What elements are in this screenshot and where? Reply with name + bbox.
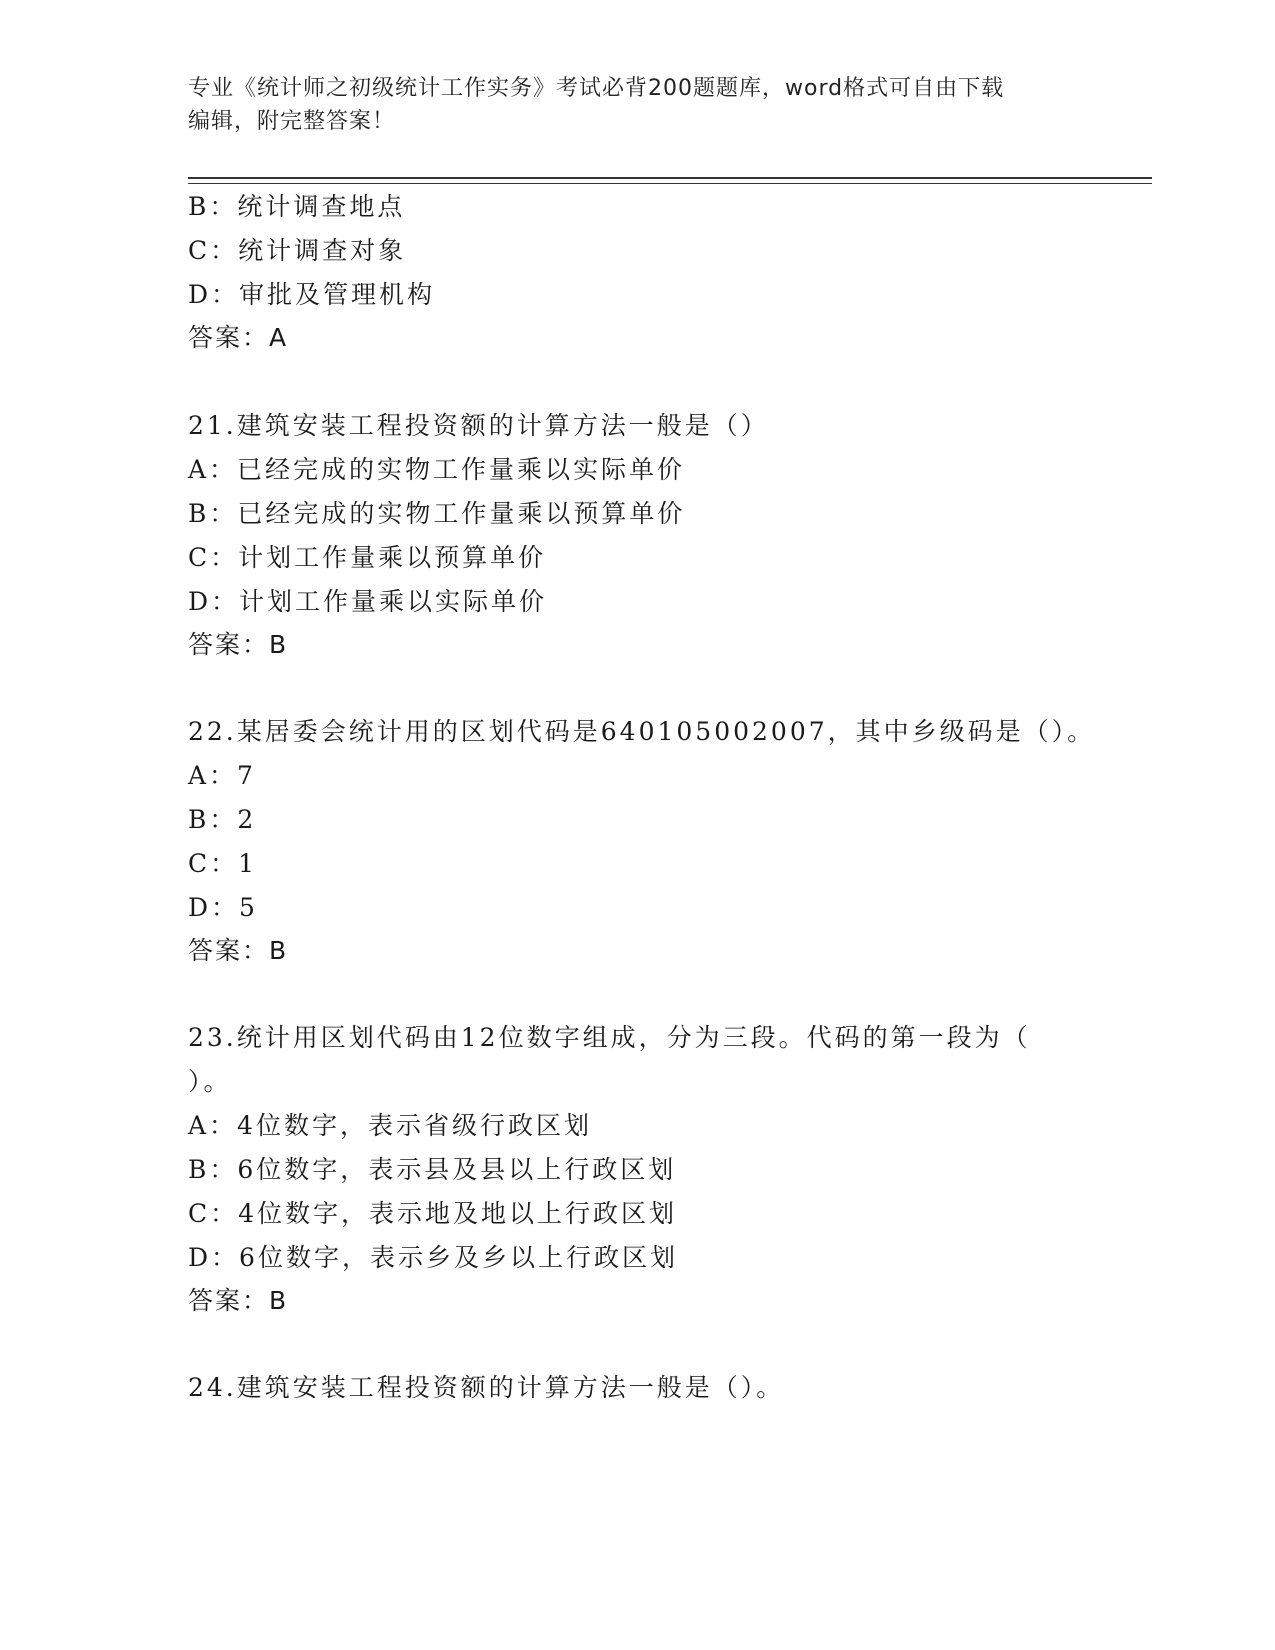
q22-answer: 答案：B — [188, 936, 289, 965]
q23-answer: 答案：B — [188, 1286, 289, 1315]
q22-option-b: B：2 — [188, 805, 257, 834]
document-header — [188, 72, 1088, 138]
prev-answer: 答案：A — [188, 323, 289, 352]
q23-option-d: D：6位数字，表示乡及乡以上行政区划 — [188, 1243, 678, 1272]
header-divider-thin — [188, 183, 1152, 184]
q21-option-d: D：计划工作量乘以实际单价 — [188, 587, 548, 616]
q23-question-line-2: ）。 — [188, 1067, 232, 1096]
q22-option-d: D：5 — [188, 893, 258, 922]
prev-option-b: B：统计调查地点 — [188, 192, 406, 221]
q21-option-b: B：已经完成的实物工作量乘以预算单价 — [188, 499, 686, 528]
header-line-1: 专业《统计师之初级统计工作实务》考试必背200题题库，word格式可自由下载 — [188, 76, 1005, 101]
q21-option-c: C：计划工作量乘以预算单价 — [188, 543, 547, 572]
prev-option-d: D：审批及管理机构 — [188, 280, 436, 309]
q21-question: 21.建筑安装工程投资额的计算方法一般是（） — [188, 411, 769, 440]
q22-question: 22.某居委会统计用的区划代码是640105002007，其中乡级码是（）。 — [188, 717, 1096, 746]
header-line-2: 编辑，附完整答案！ — [188, 109, 396, 134]
header-divider-thick — [188, 177, 1152, 179]
q23-option-c: C：4位数字，表示地及地以上行政区划 — [188, 1199, 678, 1228]
q21-answer: 答案：B — [188, 630, 289, 659]
prev-option-c: C：统计调查对象 — [188, 236, 407, 265]
q21-option-a: A：已经完成的实物工作量乘以实际单价 — [188, 455, 686, 484]
q23-option-b: B：6位数字，表示县及县以上行政区划 — [188, 1155, 677, 1184]
q23-option-a: A：4位数字，表示省级行政区划 — [188, 1111, 592, 1140]
q22-option-a: A：7 — [188, 761, 256, 790]
q22-option-c: C：1 — [188, 849, 258, 878]
q24-question: 24.建筑安装工程投资额的计算方法一般是（）。 — [188, 1373, 785, 1402]
q23-question-line-1: 23.统计用区划代码由12位数字组成，分为三段。代码的第一段为（ — [188, 1023, 1031, 1052]
